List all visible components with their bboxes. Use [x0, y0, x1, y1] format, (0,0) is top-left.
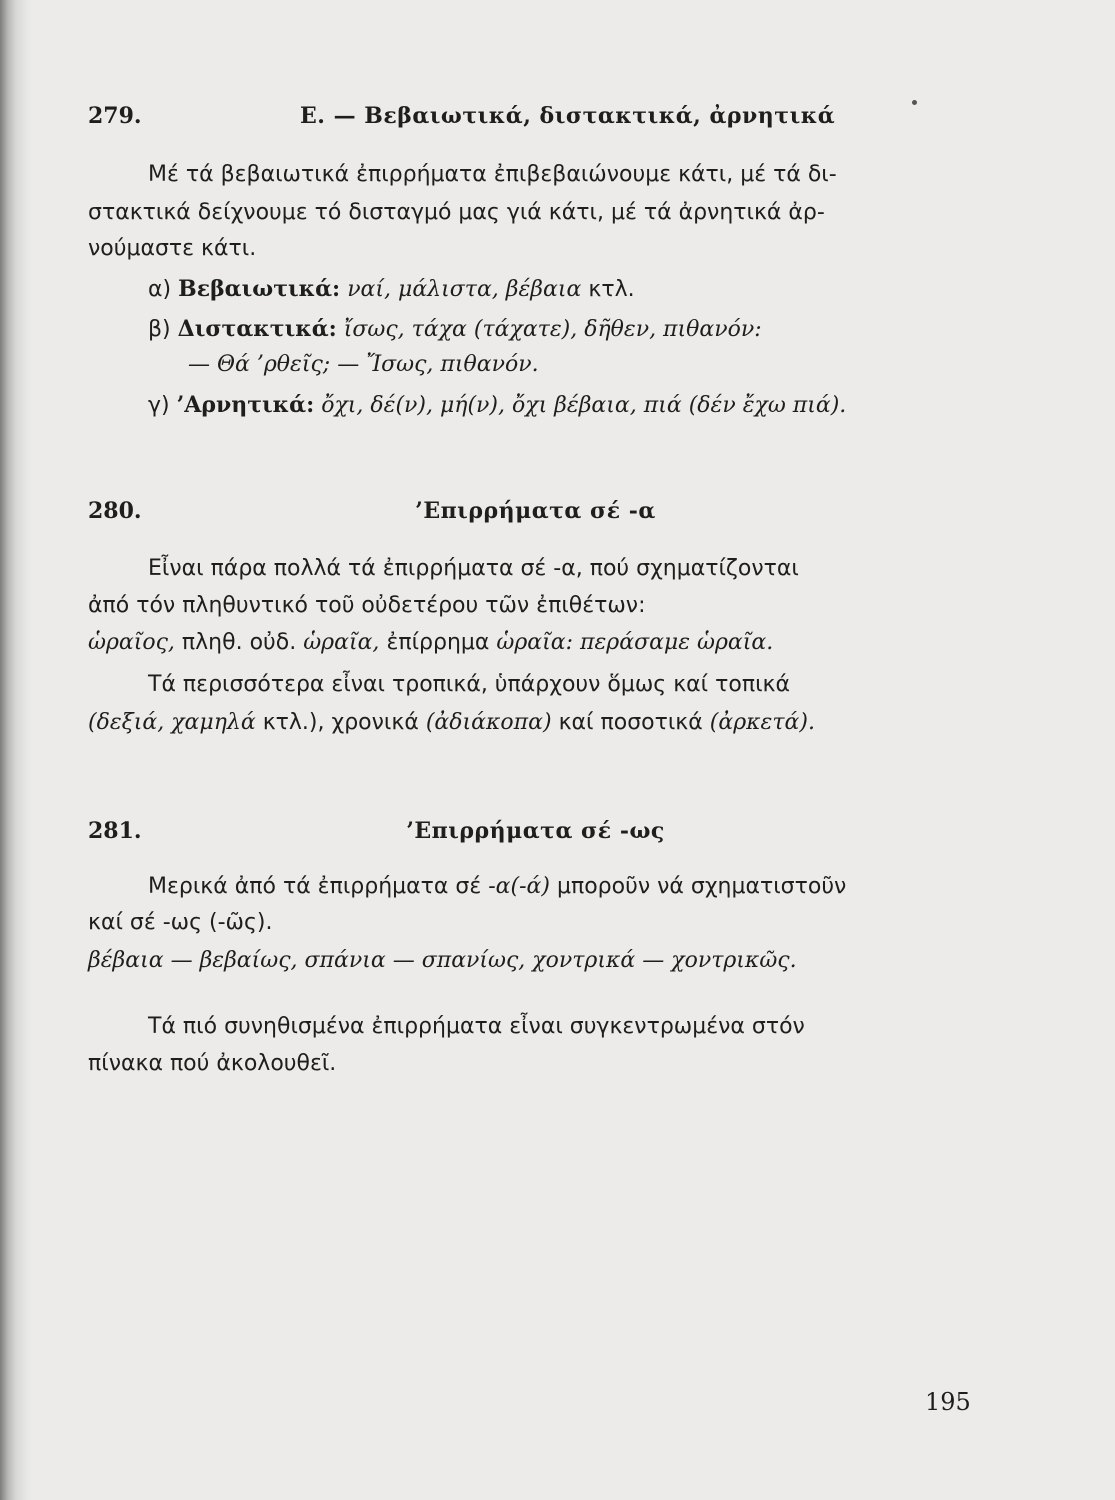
- text-run: κτλ.), χρονικά: [262, 710, 419, 735]
- section-title: ’Επιρρήματα σέ -ως: [406, 818, 665, 844]
- section-281-heading: [88, 818, 983, 858]
- section-number: 281.: [88, 818, 142, 844]
- dialog-example: — Θά ’ρθεῖς; — Ἴσως, πιθανόν.: [188, 352, 539, 377]
- paragraph-line: Εἶναι πάρα πολλά τά ἐπιρρήματα σέ -α, πού σχηματίζονται: [148, 556, 799, 581]
- list-item-a: [148, 276, 635, 302]
- term-label: Διστακτικά:: [177, 316, 337, 342]
- term-label: ’Αρνητικά:: [176, 392, 315, 418]
- page-number: 195: [925, 1388, 971, 1416]
- paragraph-line: νούμαστε κάτι.: [88, 236, 257, 261]
- section-280-heading: [88, 498, 983, 538]
- paragraph-line: στακτικά δείχνουμε τό δισταγμό μας γιά κάτι, μέ τά ἀρνητικά ἀρ-: [88, 200, 825, 225]
- section-title: Ε. — Βεβαιωτικά, διστακτικά, ἀρνητικά: [300, 103, 836, 129]
- paragraph-line: Μέ τά βεβαιωτικά ἐπιρρήματα ἐπιβεβαιώνουμε κάτι, μέ τά δι-: [148, 162, 837, 187]
- paragraph-line: [88, 710, 815, 735]
- abbreviation: πληθ. οὐδ.: [181, 630, 297, 655]
- term-label: Βεβαιωτικά:: [178, 276, 341, 302]
- example-word: ὡραῖος,: [88, 630, 175, 655]
- text-run: Μερικά ἀπό τά ἐπιρρήματα σέ: [148, 874, 482, 899]
- label-text: ἐπίρρημα: [386, 630, 490, 655]
- example-words: ναί, μάλιστα, βέβαια: [347, 277, 582, 302]
- section-279-heading: [88, 103, 983, 143]
- example-sentence: ὡραῖα: περάσαμε ὡραῖα.: [496, 630, 774, 655]
- section-number: 279.: [88, 103, 142, 129]
- list-marker: α): [148, 277, 172, 302]
- etc-text: κτλ.: [588, 277, 635, 302]
- example-words: (ἀρκετά).: [709, 710, 815, 735]
- book-page: [30, 0, 1115, 1500]
- list-item-b: [148, 316, 762, 342]
- list-marker: β): [148, 317, 171, 342]
- example-words: (ἀδιάκοπα): [425, 710, 552, 735]
- example-line: [88, 630, 773, 655]
- book-binding-shadow: [0, 0, 28, 1500]
- paragraph-line: ἀπό τόν πληθυντικό τοῦ οὐδετέρου τῶν ἐπιθέτων:: [88, 593, 646, 618]
- list-item-c: [148, 392, 846, 418]
- example-words: ὄχι, δέ(ν), μή(ν), ὄχι βέβαια, πιά (δέν ἔχω πιά).: [321, 393, 847, 418]
- paragraph-line: [148, 874, 846, 899]
- paragraph-line: πίνακα πού ἀκολουθεῖ.: [88, 1051, 337, 1076]
- example-line: βέβαια — βεβαίως, σπάνια — σπανίως, χοντρικά — χοντρικῶς.: [88, 948, 797, 973]
- paragraph-line: Τά πιό συνηθισμένα ἐπιρρήματα εἶναι συγκεντρωμένα στόν: [148, 1014, 805, 1039]
- text-run: μποροῦν νά σχηματιστοῦν: [556, 874, 847, 899]
- section-number: 280.: [88, 498, 142, 524]
- paragraph-line: Τά περισσότερα εἶναι τροπικά, ὑπάρχουν ὅμως καί τοπικά: [148, 672, 790, 697]
- text-run: καί ποσοτικά: [558, 710, 703, 735]
- list-marker: γ): [148, 393, 170, 418]
- section-title: ’Επιρρήματα σέ -α: [415, 498, 656, 524]
- example-word: ὡραῖα,: [303, 630, 380, 655]
- example-words: -α(-ά): [488, 874, 550, 899]
- example-words: ἴσως, τάχα (τάχατε), δῆθεν, πιθανόν:: [343, 317, 762, 342]
- paragraph-line: καί σέ -ως (-ῶς).: [88, 910, 273, 935]
- example-words: (δεξιά, χαμηλά: [88, 710, 256, 735]
